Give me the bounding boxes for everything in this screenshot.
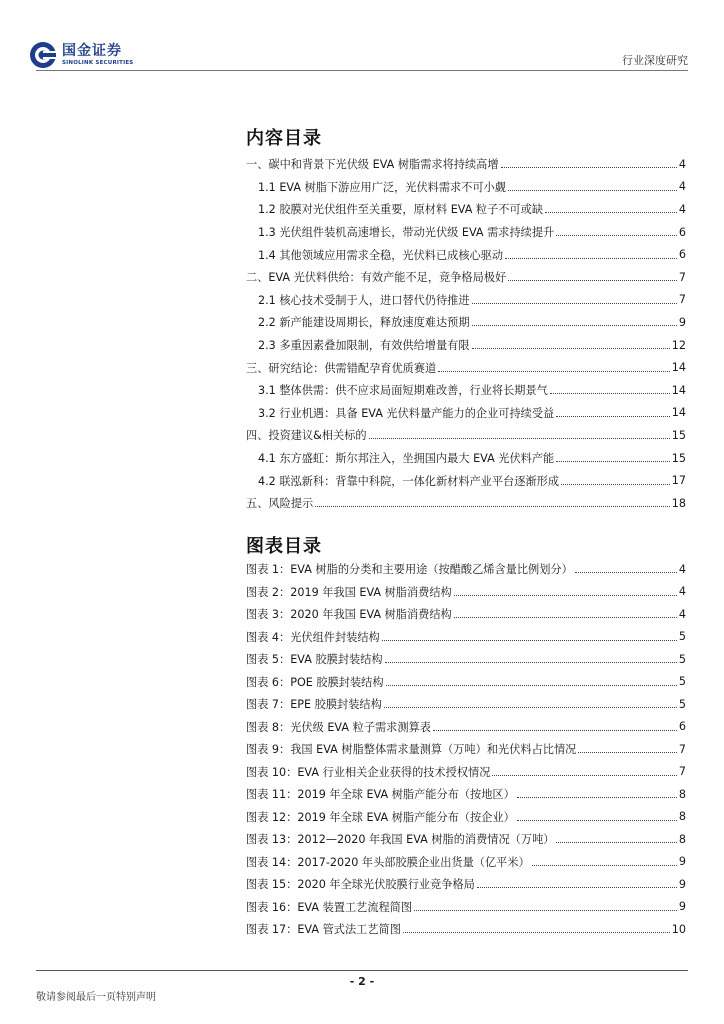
toc-entry-text: 3.1 整体供需：供不应求局面短期难改善，行业将长期景气 [258, 384, 548, 398]
toc-entry[interactable] [246, 198, 686, 221]
dot-leader [556, 234, 677, 236]
dot-leader [575, 571, 677, 573]
figure-entry-text: 图表 17：EVA 管式法工艺简图 [246, 923, 401, 937]
toc-entry-text: 五、风险提示 [246, 497, 314, 511]
figure-entry-page: 5 [678, 630, 686, 644]
dot-leader [561, 483, 670, 485]
figure-entry-page: 4 [678, 607, 686, 621]
toc-entry-page: 15 [671, 451, 686, 465]
figure-entry-page: 8 [678, 832, 686, 846]
toc-entry-text: 四、投资建议&相关标的 [246, 429, 367, 443]
figure-entry-page: 5 [678, 675, 686, 689]
figure-entry[interactable] [246, 626, 686, 649]
page-header [0, 0, 724, 80]
figure-entry-page: 9 [678, 900, 686, 914]
toc-entry-page: 15 [671, 428, 686, 442]
toc-entry-text: 2.2 新产能建设周期长，释放速度难达预期 [258, 316, 470, 330]
figure-entry[interactable] [246, 828, 686, 851]
dot-leader [438, 370, 670, 372]
toc-entry-page: 4 [678, 202, 686, 216]
toc-entry-text: 二、EVA 光伏料供给：有效产能不足，竞争格局极好 [246, 271, 507, 285]
figure-entry-text: 图表 7：EPE 胶膜封装结构 [246, 698, 382, 712]
figure-entry[interactable] [246, 806, 686, 829]
logo-english-name: SINOLINK SECURITIES [62, 59, 134, 66]
figure-entry[interactable] [246, 581, 686, 604]
figure-entry-page: 9 [678, 877, 686, 891]
figure-entry-text: 图表 3：2020 年我国 EVA 树脂消费结构 [246, 608, 452, 622]
toc-entry[interactable] [246, 356, 686, 379]
toc-entry[interactable] [246, 492, 686, 515]
figure-entry-page: 4 [678, 562, 686, 576]
toc-entry[interactable] [246, 402, 686, 425]
figure-entry-text: 图表 12：2019 年全球 EVA 树脂产能分布（按企业） [246, 810, 515, 824]
dot-leader [472, 302, 677, 304]
toc-entry-page: 7 [678, 270, 686, 284]
figure-entry-text: 图表 16：EVA 装置工艺流程简图 [246, 900, 413, 914]
disclaimer: 敬请参阅最后一页特别声明 [36, 992, 156, 1003]
toc-title: 内容目录 [246, 128, 322, 149]
figure-entry-text: 图表 2：2019 年我国 EVA 树脂消费结构 [246, 585, 452, 599]
sinolink-logo-icon [28, 40, 58, 70]
figure-entry[interactable] [246, 671, 686, 694]
toc-entry-text: 4.2 联泓新科：背靠中科院，一体化新材料产业平台逐渐形成 [258, 474, 560, 488]
figure-entry[interactable] [246, 873, 686, 896]
figure-entry-page: 7 [678, 765, 686, 779]
dot-leader [454, 616, 677, 618]
figure-list-title: 图表目录 [246, 536, 322, 557]
figure-entry-text: 图表 4：光伏组件封装结构 [246, 630, 380, 644]
toc-entry[interactable] [246, 424, 686, 447]
toc-entry-text: 4.1 东方盛虹：斯尔邦注入，坐拥国内最大 EVA 光伏料产能 [258, 452, 555, 466]
toc-entry[interactable] [246, 469, 686, 492]
toc-entry-page: 12 [671, 338, 686, 352]
figure-entry-text: 图表 9：我国 EVA 树脂整体需求量测算（万吨）和光伏料占比情况 [246, 743, 577, 757]
figure-entry-text: 图表 14：2017-2020 年头部胶膜企业出货量（亿平米） [246, 855, 530, 869]
figure-entry[interactable] [246, 603, 686, 626]
figure-entry-page: 4 [678, 585, 686, 599]
toc-entry[interactable] [246, 243, 686, 266]
figure-entry[interactable] [246, 761, 686, 784]
figure-entry-page: 8 [678, 810, 686, 824]
figure-entry[interactable] [246, 716, 686, 739]
figure-entry-page: 6 [678, 720, 686, 734]
toc-entry-text: 三、研究结论：供需错配孕育优质赛道 [246, 361, 437, 375]
dot-leader [472, 324, 677, 326]
dot-leader [532, 864, 677, 866]
dot-leader [315, 505, 670, 507]
figure-entry[interactable] [246, 851, 686, 874]
report-type: 行业深度研究 [622, 54, 688, 67]
logo-chinese-name: 国金证券 [62, 42, 122, 59]
toc-entry[interactable] [246, 153, 686, 176]
figure-entry-text: 图表 1：EVA 树脂的分类和主要用途（按醋酸乙烯含量比例划分） [246, 563, 573, 577]
toc-entry-text: 3.2 行业机遇：具备 EVA 光伏料量产能力的企业可持续受益 [258, 406, 555, 420]
figure-entry-text: 图表 5：EVA 胶膜封装结构 [246, 653, 383, 667]
toc-entry-page: 9 [678, 315, 686, 329]
dot-leader [556, 841, 676, 843]
toc-entry[interactable] [246, 289, 686, 312]
dot-leader [550, 392, 670, 394]
toc-entry-text: 2.3 多重因素叠加限制，有效供给增量有限 [258, 339, 470, 353]
dot-leader [477, 886, 677, 888]
dot-leader [545, 211, 677, 213]
toc-entry[interactable] [246, 311, 686, 334]
dot-leader [385, 661, 677, 663]
dot-leader [508, 189, 677, 191]
toc-entry[interactable] [246, 334, 686, 357]
figure-entry[interactable] [246, 693, 686, 716]
dot-leader [508, 279, 677, 281]
figure-entry-text: 图表 15：2020 年全球光伏胶膜行业竞争格局 [246, 878, 475, 892]
figure-entry[interactable] [246, 558, 686, 581]
figure-entry-page: 8 [678, 787, 686, 801]
figure-entry-text: 图表 13：2012—2020 年我国 EVA 树脂的消费情况（万吨） [246, 833, 555, 847]
footer-divider [36, 970, 688, 971]
dot-leader [517, 796, 677, 798]
figure-entry[interactable] [246, 738, 686, 761]
dot-leader [386, 684, 677, 686]
figure-entry-text: 图表 10：EVA 行业相关企业获得的技术授权情况 [246, 765, 491, 779]
figure-entry-text: 图表 8：光伏级 EVA 粒子需求测算表 [246, 720, 431, 734]
figure-entry-page: 5 [678, 697, 686, 711]
toc-entry-text: 2.1 核心技术受制于人，进口替代仍待推进 [258, 293, 470, 307]
toc-entry[interactable] [246, 221, 686, 244]
dot-leader [382, 639, 677, 641]
toc-entry-page: 17 [671, 474, 686, 488]
page-number: - 2 - [349, 975, 375, 988]
figure-list [246, 558, 686, 941]
dot-leader [501, 166, 677, 168]
toc-entry-text: 一、碳中和背景下光伏级 EVA 树脂需求将持续高增 [246, 158, 499, 172]
figure-entry-page: 7 [678, 742, 686, 756]
dot-leader [517, 819, 677, 821]
dot-leader [414, 909, 677, 911]
company-logo [28, 40, 133, 70]
toc-entry-page: 14 [671, 361, 686, 375]
dot-leader [505, 257, 677, 259]
header-divider [36, 70, 688, 71]
toc-entry-text: 1.4 其他领域应用需求全稳，光伏料已成核心驱动 [258, 248, 504, 262]
dot-leader [369, 437, 670, 439]
toc-entry-page: 14 [671, 383, 686, 397]
dot-leader [403, 931, 670, 933]
dot-leader [492, 774, 676, 776]
dot-leader [454, 594, 677, 596]
figure-entry[interactable] [246, 896, 686, 919]
toc-entry-page: 7 [678, 293, 686, 307]
toc-entry[interactable] [246, 266, 686, 289]
toc-entry-page: 18 [671, 496, 686, 510]
toc-entry-page: 6 [678, 248, 686, 262]
dot-leader [472, 347, 670, 349]
figure-entry-text: 图表 6：POE 胶膜封装结构 [246, 675, 384, 689]
toc-entry-page: 4 [678, 180, 686, 194]
toc-entry-text: 1.3 光伏组件装机高速增长，带动光伏级 EVA 需求持续提升 [258, 226, 555, 240]
toc-entry[interactable] [246, 447, 686, 470]
dot-leader [578, 751, 677, 753]
dot-leader [556, 415, 670, 417]
figure-entry-page: 5 [678, 652, 686, 666]
figure-entry-text: 图表 11：2019 年全球 EVA 树脂产能分布（按地区） [246, 788, 515, 802]
figure-entry[interactable] [246, 648, 686, 671]
figure-entry-page: 10 [671, 922, 686, 936]
toc-entry-text: 1.2 胶膜对光伏组件至关重要，原材料 EVA 粒子不可或缺 [258, 203, 544, 217]
figure-entry[interactable] [246, 918, 686, 941]
toc-entry[interactable] [246, 176, 686, 199]
toc-entry-page: 6 [678, 225, 686, 239]
figure-entry-page: 9 [678, 855, 686, 869]
toc-entry-text: 1.1 EVA 树脂下游应用广泛，光伏料需求不可小觑 [258, 180, 506, 194]
toc-list [246, 153, 686, 515]
dot-leader [556, 460, 670, 462]
toc-entry[interactable] [246, 379, 686, 402]
toc-entry-page: 4 [678, 157, 686, 171]
figure-entry[interactable] [246, 783, 686, 806]
dot-leader [384, 706, 677, 708]
toc-entry-page: 14 [671, 406, 686, 420]
dot-leader [433, 729, 677, 731]
